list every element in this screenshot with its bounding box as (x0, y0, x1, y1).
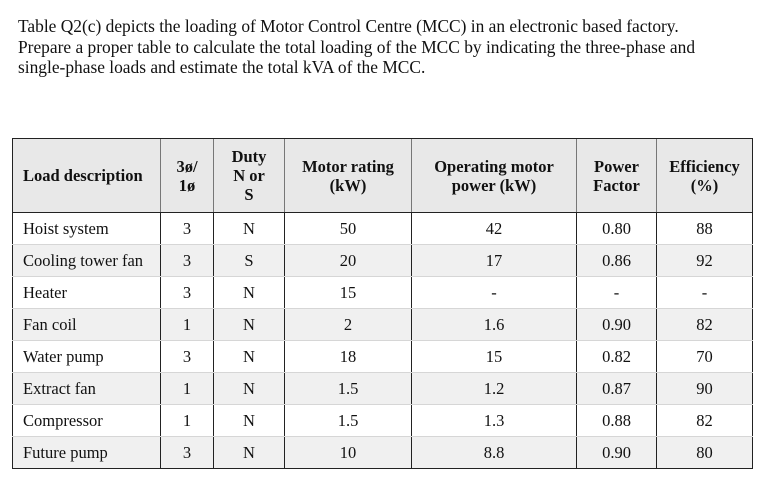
header-motor-rating-line: (kW) (329, 175, 367, 195)
cell-power-factor: 0.88 (577, 405, 657, 437)
cell-load-description: Water pump (13, 341, 161, 373)
cell-load-description: Future pump (13, 437, 161, 469)
cell-operating-power: 8.8 (412, 437, 577, 469)
cell-operating-power: - (412, 277, 577, 309)
cell-operating-power: 42 (412, 213, 577, 245)
table-row (13, 405, 753, 437)
cell-efficiency: 82 (657, 405, 753, 437)
cell-phase: 3 (161, 213, 214, 245)
header-phase-line: 1ø (178, 175, 196, 195)
table-row (13, 341, 753, 373)
table-header (13, 139, 753, 213)
table-row (13, 373, 753, 405)
header-load-description (13, 139, 161, 213)
header-motor-rating-line: Motor rating (302, 156, 394, 176)
cell-operating-power: 17 (412, 245, 577, 277)
cell-motor-rating: 1.5 (285, 405, 412, 437)
cell-efficiency: 82 (657, 309, 753, 341)
cell-efficiency: 70 (657, 341, 753, 373)
cell-duty: N (214, 309, 285, 341)
cell-efficiency: 92 (657, 245, 753, 277)
header-phase-line: 3ø/ (176, 156, 198, 176)
header-efficiency-line: (%) (690, 175, 719, 195)
cell-phase: 1 (161, 309, 214, 341)
cell-phase: 3 (161, 245, 214, 277)
question-line-1: Table Q2(c) depicts the loading of Motor Control Centre (MCC) in an electronic based factory. (18, 16, 679, 36)
cell-load-description: Compressor (13, 405, 161, 437)
cell-phase: 1 (161, 405, 214, 437)
cell-efficiency: 88 (657, 213, 753, 245)
cell-phase: 3 (161, 277, 214, 309)
cell-load-description: Fan coil (13, 309, 161, 341)
cell-power-factor: 0.82 (577, 341, 657, 373)
table-row (13, 309, 753, 341)
header-operating-power (412, 139, 577, 213)
cell-power-factor: 0.90 (577, 309, 657, 341)
cell-phase: 1 (161, 373, 214, 405)
cell-motor-rating: 15 (285, 277, 412, 309)
cell-load-description: Heater (13, 277, 161, 309)
header-motor-rating (285, 139, 412, 213)
cell-power-factor: 0.86 (577, 245, 657, 277)
cell-duty: N (214, 213, 285, 245)
table-row (13, 437, 753, 469)
cell-load-description: Hoist system (13, 213, 161, 245)
cell-operating-power: 1.2 (412, 373, 577, 405)
question-line-3: single-phase loads and estimate the total kVA of the MCC. (18, 57, 426, 77)
cell-phase: 3 (161, 437, 214, 469)
cell-power-factor: - (577, 277, 657, 309)
header-duty-line: S (244, 185, 254, 204)
cell-load-description: Extract fan (13, 373, 161, 405)
cell-motor-rating: 2 (285, 309, 412, 341)
cell-motor-rating: 18 (285, 341, 412, 373)
cell-motor-rating: 1.5 (285, 373, 412, 405)
header-power-factor-line: Power (594, 156, 639, 176)
cell-power-factor: 0.90 (577, 437, 657, 469)
cell-duty: N (214, 373, 285, 405)
header-operating-power-line: Operating motor (434, 156, 554, 176)
cell-duty: N (214, 277, 285, 309)
cell-efficiency: - (657, 277, 753, 309)
mcc-loading-table (12, 138, 753, 469)
cell-efficiency: 90 (657, 373, 753, 405)
header-efficiency-line: Efficiency (669, 156, 740, 176)
cell-operating-power: 1.6 (412, 309, 577, 341)
cell-operating-power: 1.3 (412, 405, 577, 437)
cell-efficiency: 80 (657, 437, 753, 469)
question-line-2: Prepare a proper table to calculate the total loading of the MCC by indicating the three-phase and (18, 36, 696, 57)
cell-duty: N (214, 437, 285, 469)
cell-operating-power: 15 (412, 341, 577, 373)
header-operating-power-line: power (kW) (451, 175, 537, 195)
header-power-factor-line: Factor (593, 175, 640, 195)
header-load-description-line: Load description (23, 166, 143, 185)
cell-duty: S (214, 245, 285, 277)
cell-motor-rating: 10 (285, 437, 412, 469)
cell-duty: N (214, 341, 285, 373)
header-duty (214, 139, 285, 213)
table-row (13, 245, 753, 277)
table-row (13, 213, 753, 245)
cell-load-description: Cooling tower fan (13, 245, 161, 277)
cell-duty: N (214, 405, 285, 437)
header-efficiency (657, 139, 753, 213)
header-row (13, 139, 753, 213)
header-power-factor (577, 139, 657, 213)
cell-phase: 3 (161, 341, 214, 373)
table-body (13, 213, 753, 469)
header-duty-line: N or (233, 166, 265, 185)
question-text (18, 16, 758, 78)
cell-power-factor: 0.80 (577, 213, 657, 245)
header-duty-line: Duty (231, 147, 267, 166)
header-phase (161, 139, 214, 213)
table-row (13, 277, 753, 309)
cell-power-factor: 0.87 (577, 373, 657, 405)
cell-motor-rating: 20 (285, 245, 412, 277)
cell-motor-rating: 50 (285, 213, 412, 245)
